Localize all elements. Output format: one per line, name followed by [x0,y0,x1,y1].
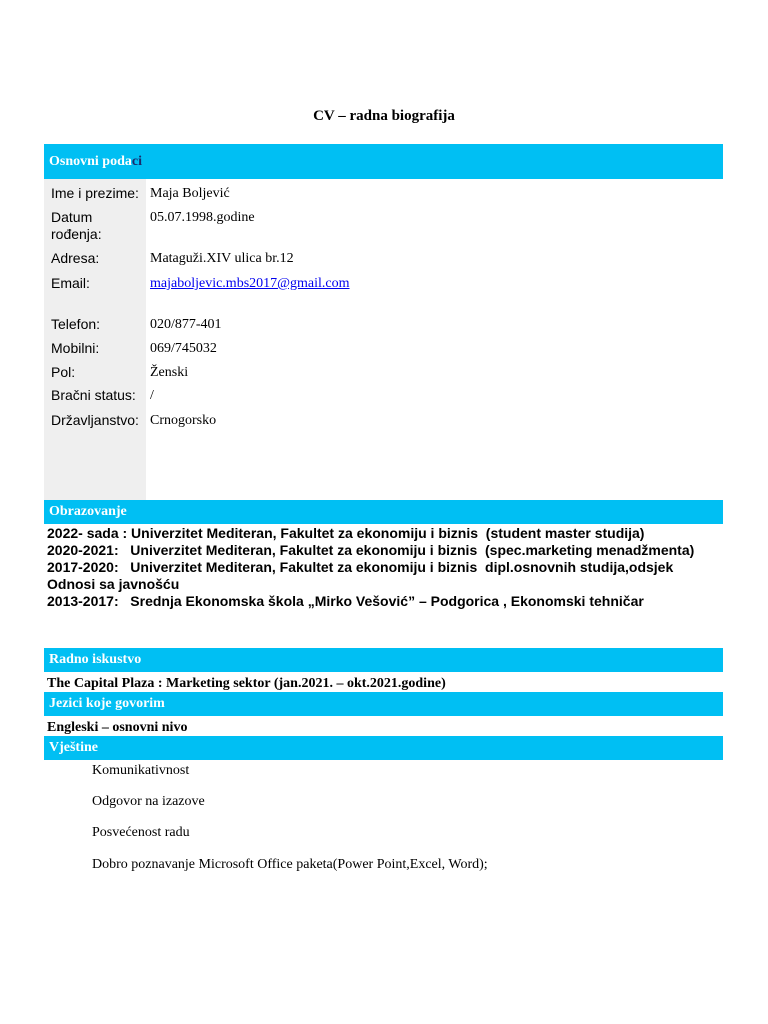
skill-item: Komunikativnost [92,763,190,778]
experience-entry: The Capital Plaza : Marketing sektor (jan.2021. – okt.2021.godine) [47,676,446,691]
value-citizenship: Crnogorsko [150,413,217,428]
education-line: 2022- sada : Univerzitet Mediteran, Fakultet za ekonomiju i biznis (student master studija) [47,525,645,541]
label-citizenship: Državljanstvo: [51,412,139,428]
value-name: Maja Boljević [150,186,230,201]
section-header-skills: Vještine [44,736,723,760]
email-link[interactable]: majaboljevic.mbs2017@gmail.com [150,276,350,291]
label-phone: Telefon: [51,316,101,332]
label-mobile: Mobilni: [51,340,100,356]
value-address: Mataguži.XIV ulica br.12 [150,251,294,266]
document-title: CV – radna biografija [313,108,455,124]
value-birthdate: 05.07.1998.godine [150,210,255,225]
label-email: Email: [51,275,90,291]
language-entry: Engleski – osnovni nivo [47,720,188,735]
section-header-experience: Radno iskustvo [44,648,723,672]
section-header-languages: Jezici koje govorim [44,692,723,716]
label-birthdate: Datum rođenja: [51,209,102,242]
label-address: Adresa: [51,250,100,266]
label-name: Ime i prezime: [51,185,139,201]
personal-info-table [44,179,723,500]
education-line: 2013-2017: Srednja Ekonomska škola „Mirko Vešović” – Podgorica , Ekonomski tehničar [47,593,644,609]
education-line: Odnosi sa javnošću [47,576,180,592]
value-mobile: 069/745032 [150,341,217,356]
education-line: 2017-2020: Univerzitet Mediteran, Fakultet za ekonomiju i biznis dipl.osnovnih studija,odsjek [47,559,674,575]
section-header-education: Obrazovanje [44,500,723,524]
section-header-basic-label: Osnovni poda [49,154,132,169]
value-gender: Ženski [150,365,189,380]
value-phone: 020/877-401 [150,317,222,332]
skill-item: Dobro poznavanje Microsoft Office paketa(Power Point,Excel, Word); [92,857,488,872]
value-email [150,275,350,292]
label-gender: Pol: [51,364,76,380]
skill-item: Posvećenost radu [92,825,190,840]
section-header-basic-label-end: ci [131,154,142,169]
label-marital-status: Bračni status: [51,387,136,403]
value-marital-status: / [150,388,154,403]
education-line: 2020-2021: Univerzitet Mediteran, Fakultet za ekonomiju i biznis (spec.marketing menadžmenta) [47,542,695,558]
skill-item: Odgovor na izazove [92,794,205,809]
section-header-basic [44,144,723,179]
